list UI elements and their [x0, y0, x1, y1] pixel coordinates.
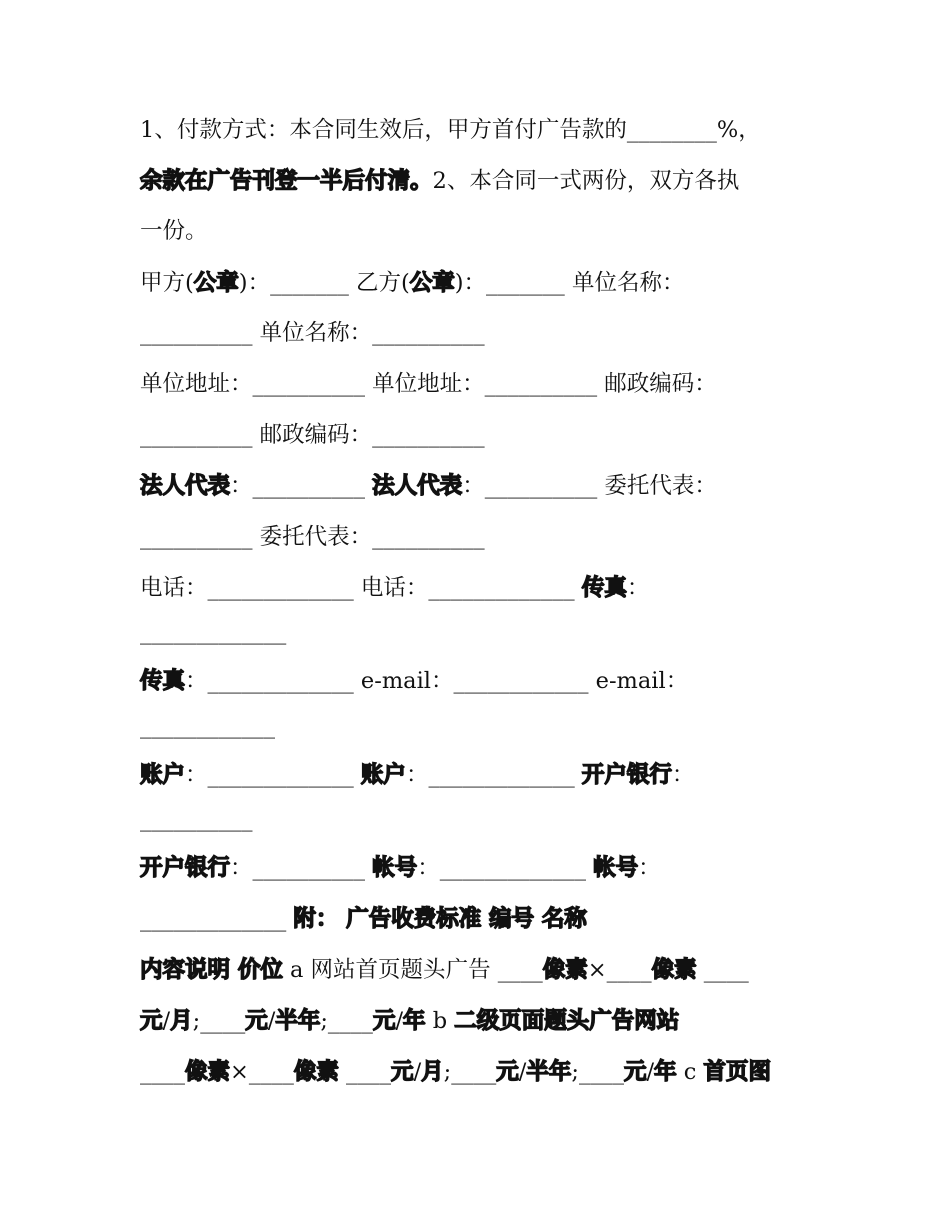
text-line: ____像素×____像素 ____元/月;____元/半年;____元/年 c 首页图 [140, 1059, 772, 1085]
text-line: 余款在广告刊登一半后付清。2、本合同一式两份，双方各执 [140, 168, 740, 194]
text-line: 1、付款方式：本合同生效后，甲方首付广告款的________%， [140, 117, 761, 143]
text-line: 甲方(公章)：_______ 乙方(公章)：_______ 单位名称： [140, 270, 685, 296]
text-line: __________ 邮政编码：__________ [140, 422, 485, 448]
text-line: __________ 委托代表：__________ [140, 524, 485, 550]
text-line: 开户银行：__________ 帐号：_____________ 帐号： [140, 855, 661, 881]
text-line: 账户：_____________ 账户：_____________ 开户银行： [140, 762, 695, 788]
text-line: _____________ [140, 619, 287, 645]
text-line: 元/月;____元/半年;____元/年 b 二级页面题头广告网站 [140, 1008, 680, 1034]
text-line: 一份。 [140, 218, 208, 244]
text-line: 传真：_____________ e-mail：____________ e-mail： [140, 668, 689, 694]
text-line: 电话：_____________ 电话：_____________ 传真： [140, 575, 650, 601]
text-line: __________ 单位名称：__________ [140, 320, 485, 346]
text-line: ____________ [140, 713, 275, 739]
text-line: 内容说明 价位 a 网站首页题头广告 ____像素×____像素 ____ [140, 957, 749, 983]
text-line: __________ [140, 806, 253, 832]
text-line: _____________ 附： 广告收费标准 编号 名称 [140, 906, 587, 932]
text-line: 单位地址：__________ 单位地址：__________ 邮政编码： [140, 371, 717, 397]
text-line: 法人代表：__________ 法人代表：__________ 委托代表： [140, 473, 717, 499]
